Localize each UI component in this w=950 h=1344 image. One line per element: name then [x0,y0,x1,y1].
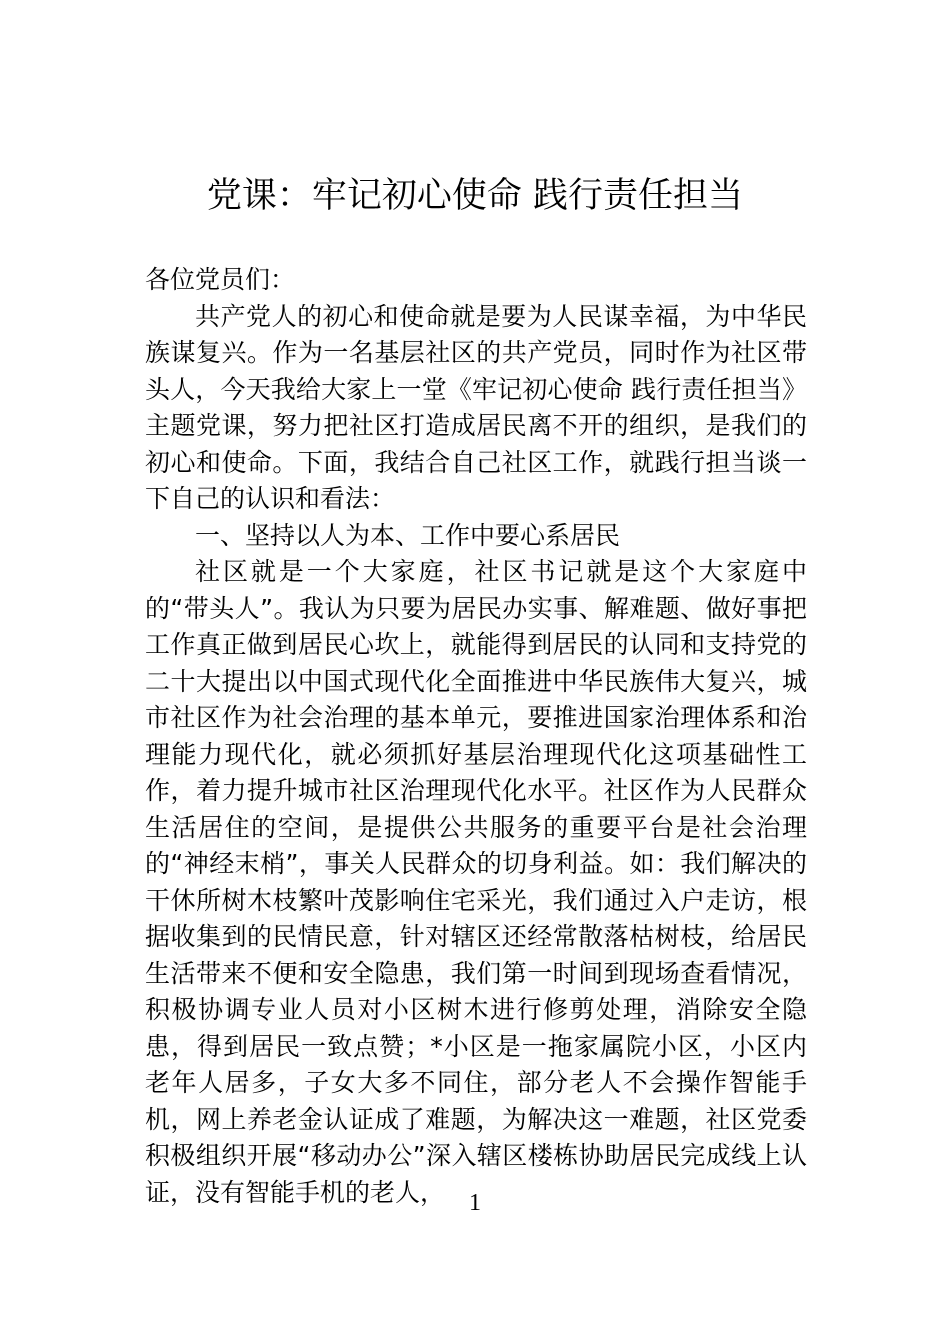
document-title: 党课：牢记初心使命 践行责任担当 [206,176,744,216]
greeting-line: 各位党员们： [145,265,296,294]
section-paragraph: 社区就是一个大家庭，社区书记就是这个大家庭中的“带头人”。我认为只要为居民办实事、解难题、做好事把工作真正做到居民心坎上，就能得到居民的认同和支持党的二十大提出以中国式现代化全面推进中华民族伟大复兴，城市社区作为社会治理的基本单元，要推进国家治理体系和治理能力现代化，就必须抓好基层治理现代化这项基础性工作，着力提升城市社区治理现代化水平。社区作为人民群众生活居住的空间，是提供公共服务的重要平台是社会治理的“神经末梢”，事关人民群众的切身利益。如：我们解决的干休所树木枝繁叶茂影响住宅采光，我们通过入户走访，根据收集到的民情民意，针对辖区还经常散落枯树枝，给居民生活带来不便和安全隐患，我们第一时间到现场查看情况，积极协调专业人员对小区树木进行修剪处理，消除安全隐患，得到居民一致点赞；*小区是一拖家属院小区，小区内老年人居多，子女大多不同住，部分老人不会操作智能手机，网上养老金认证成了难题，为解决这一难题，社区党委积极组织开展“移动办公”深入辖区楼栋协助居民完成线上认证，没有智能手机的老人， [145,557,807,1207]
section-heading: 一、坚持以人为本、工作中要心系居民 [195,520,621,550]
page-number: 1 [469,1190,481,1216]
intro-paragraph: 共产党人的初心和使命就是要为人民谋幸福，为中华民族谋复兴。作为一名基层社区的共产党员，同时作为社区带头人，今天我给大家上一堂《牢记初心使命 践行责任担当》主题党课，努力把社区打造成居民离不开的组织，是我们的初心和使命。下面，我结合自己社区工作，就践行担当谈一下自己的认识和看法： [145,301,807,513]
document-body [145,262,807,1211]
